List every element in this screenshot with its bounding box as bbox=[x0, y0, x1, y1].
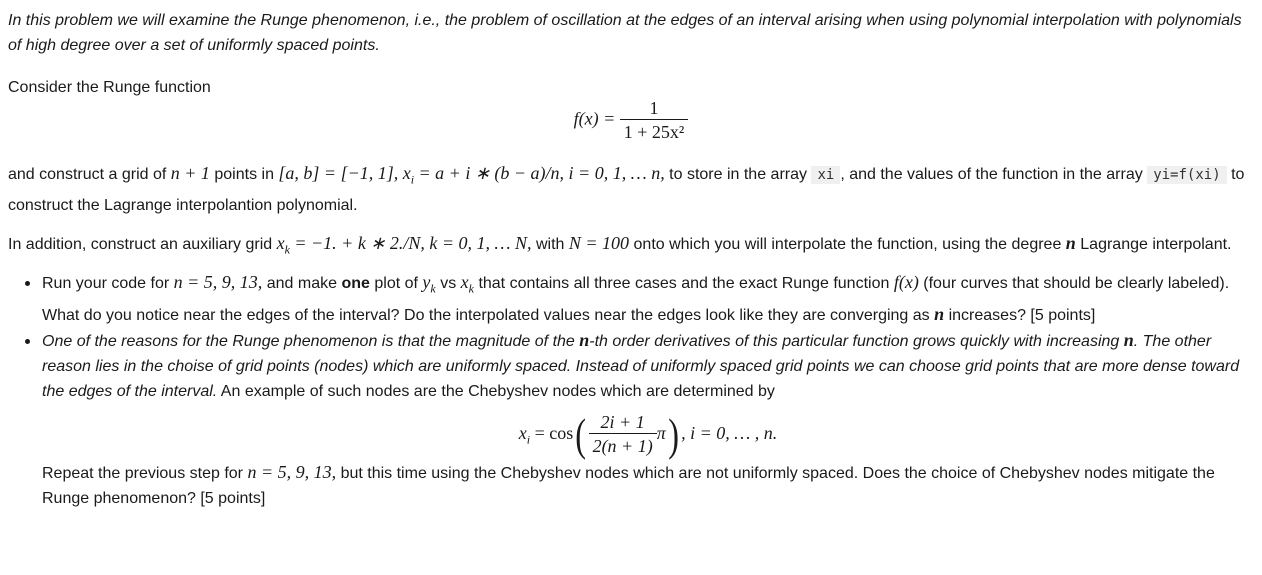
code-xi: xi bbox=[811, 166, 840, 184]
math: $y_k$ bbox=[422, 272, 436, 296]
cheb-cos: = cos bbox=[534, 422, 574, 443]
right-paren: ) bbox=[668, 408, 679, 460]
text: onto which you will interpolate the function, using the degree bbox=[633, 235, 1062, 253]
text: and make bbox=[266, 275, 338, 293]
intro-paragraph: In this problem we will examine the Runge phenomenon, i.e., the problem of oscillation at the edges of an interval arising when using polynomial interpolation with polynomials of high degree over a set of uniformly spaced points. bbox=[8, 12, 1242, 54]
italic-text: -th order derivatives of this particular function grows quickly with increasing bbox=[589, 332, 1120, 350]
text: Run your code for bbox=[42, 275, 170, 293]
pi-symbol: π bbox=[656, 422, 666, 443]
runge-eq-fraction bbox=[620, 97, 689, 144]
text: In addition, construct an auxiliary grid bbox=[8, 235, 273, 253]
text: vs bbox=[440, 275, 457, 293]
runge-eq-lhs: f(x) = bbox=[573, 108, 616, 129]
math: n bbox=[1123, 329, 1134, 350]
cheb-fraction bbox=[589, 411, 657, 458]
text: (four curves that should be clearly labeled). What do you notice near the edges of the interval? Do the interpolated values near the edges look like they are converging as bbox=[42, 275, 1230, 324]
left-paren: ( bbox=[575, 408, 587, 460]
math: n = 5, 9, 13, bbox=[247, 461, 337, 482]
chebyshev-equation bbox=[42, 406, 1254, 460]
auxiliary-grid-paragraph bbox=[8, 231, 1254, 263]
text: plot of bbox=[374, 275, 418, 293]
code-yi: yi=f(xi) bbox=[1147, 166, 1226, 184]
math: [a, b] = [−1, 1], $x_i$ bbox=[278, 163, 415, 187]
text: Repeat the previous step for bbox=[42, 464, 244, 482]
list-item bbox=[42, 328, 1254, 511]
text: to store in the array bbox=[669, 166, 807, 183]
runge-equation bbox=[8, 97, 1254, 149]
math: n bbox=[934, 303, 945, 324]
cheb-denominator: 2(n + 1) bbox=[589, 433, 657, 458]
italic-text: . The other reason lies in the choise of grid points (nodes) which are uniformly spaced. Instead of uniformly spaced grid points we can choose grid points that are more dense toward the edges of the interval. bbox=[42, 332, 1240, 400]
math: n bbox=[579, 329, 590, 350]
cheb-tail: , i = 0, … , n. bbox=[681, 422, 778, 443]
grid-paragraph bbox=[8, 161, 1254, 218]
text: but this time using the Chebyshev nodes which are not uniformly spaced. Does the choice of Chebyshev nodes mitigate the Runge phenomenon? [5 points] bbox=[42, 464, 1215, 507]
list-item bbox=[42, 270, 1254, 328]
text: Lagrange interpolant. bbox=[1080, 235, 1232, 253]
cheb-lhs: $x_i$ bbox=[518, 422, 531, 447]
math: n bbox=[1065, 232, 1076, 253]
runge-eq-denominator: 1 + 25x² bbox=[620, 119, 689, 144]
math: n + 1 bbox=[170, 163, 210, 183]
consider-text: Consider the Runge function bbox=[8, 79, 211, 96]
text: with bbox=[536, 235, 565, 253]
math: n = 5, 9, 13, bbox=[173, 272, 263, 293]
text: and construct a grid of bbox=[8, 166, 167, 183]
text: to construct the Lagrange interpolantion polynomial. bbox=[8, 166, 1245, 214]
math: N = 100 bbox=[568, 232, 630, 253]
text: that contains all three cases and the exact Runge function bbox=[478, 275, 890, 293]
bold-text: one bbox=[341, 275, 370, 293]
math: f(x) bbox=[893, 272, 919, 293]
runge-eq-numerator: 1 bbox=[649, 98, 659, 118]
text: points in bbox=[214, 166, 274, 183]
text: increases? [5 points] bbox=[948, 306, 1096, 324]
italic-text: One of the reasons for the Runge phenomenon is that the magnitude of the bbox=[42, 332, 575, 350]
text: An example of such nodes are the Chebyshev nodes which are determined by bbox=[220, 382, 775, 400]
cheb-numerator: 2i + 1 bbox=[600, 412, 645, 433]
math: = a + i ∗ (b − a)/n, i = 0, 1, … n, bbox=[418, 163, 665, 183]
math: $x_k$ bbox=[276, 232, 290, 257]
math: $x_k$ bbox=[460, 272, 474, 296]
math: = −1. + k ∗ 2./N, k = 0, 1, … N, bbox=[294, 232, 532, 253]
text: , and the values of the function in the array bbox=[840, 166, 1143, 183]
task-list bbox=[8, 270, 1254, 511]
